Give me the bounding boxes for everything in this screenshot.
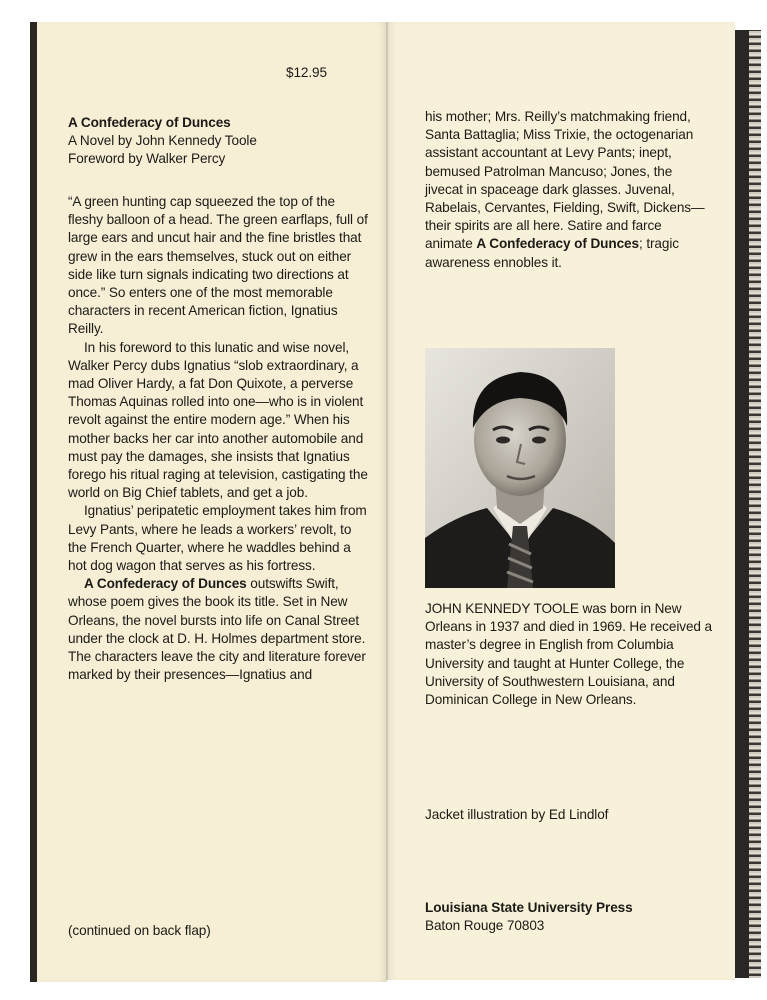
title-block <box>68 114 368 169</box>
author-bio: JOHN KENNEDY TOOLE was born in New Orleans in 1937 and died in 1969. He received a master’s degree in English from Columbia University and taught at Hunter College, the University of Southwestern Louisiana, and Dominican College in New Orleans. <box>425 601 713 708</box>
paragraph-4 <box>68 575 368 684</box>
back-paragraph <box>425 108 705 272</box>
author-portrait-icon <box>425 348 615 588</box>
paragraph-4-title: A Confederacy of Dunces <box>84 576 247 592</box>
foreword-credit: Foreword by Walker Percy <box>68 151 226 167</box>
cover-edge <box>735 30 749 978</box>
jacket-credit: Jacket illustration by Ed Lindlof <box>425 807 609 822</box>
book-subtitle: A Novel by John Kennedy Toole <box>68 133 257 149</box>
fold-line <box>386 22 388 980</box>
publisher-name: Louisiana State University Press <box>425 900 633 915</box>
continued-note: (continued on back flap) <box>68 923 211 938</box>
flap-edge <box>30 22 37 982</box>
author-portrait-photo <box>425 348 615 588</box>
back-paragraph-end: ; tragic awareness ennobles it. <box>425 236 679 270</box>
paragraph-1: “A green hunting cap squeezed the top of the fleshy balloon of a head. The green earflaps, full of large ears and uncut hair and the fine bristles that grew in the ears themselves, stuck out on either side like turn signals indicating two directions at once.” So enters one of the most memorable characters in recent American fiction, Ignatius Reilly. <box>68 194 368 337</box>
book-title: A Confederacy of Dunces <box>68 115 231 130</box>
publisher-address: Baton Rouge 70803 <box>425 918 545 934</box>
paragraph-4-text: outswifts Swift, whose poem gives the book its title. Set in New Orleans, the novel bursts into life on Canal Street under the clock at D. H. Holmes department store. The characters leave the city and literature forever marked by their presences—Ignatius and <box>68 576 366 683</box>
back-flap-body <box>425 108 705 272</box>
cover-pattern-edge <box>749 30 761 978</box>
price: $12.95 <box>286 65 327 80</box>
front-flap-body <box>68 193 368 684</box>
publisher-block <box>425 899 633 935</box>
back-paragraph-title: A Confederacy of Dunces <box>476 236 639 252</box>
paragraph-2: In his foreword to this lunatic and wise novel, Walker Percy dubs Ignatius “slob extraordinary, a mad Oliver Hardy, a fat Don Quixote, a perverse Thomas Aquinas rolled into one—who is in violent revolt against the entire modern age.” When his mother backs her car into another automobile and must pay the damages, she insists that Ignatius forego his ritual raging at television, castigating the world on Big Chief tablets, and get a job. <box>68 339 368 501</box>
paragraph-3: Ignatius’ peripatetic employment takes him from Levy Pants, where he leads a workers’ revolt, to the French Quarter, where he waddles behind a hot dog wagon that serves as his fortress. <box>68 503 367 574</box>
back-paragraph-start: his mother; Mrs. Reilly’s matchmaking friend, Santa Battaglia; Miss Trixie, the octogenarian assistant accountant at Levy Pants; inept, bemused Patrolman Mancuso; Jones, the jivecat in spaceage dark glasses. Juvenal, Rabelais, Cervantes, Fielding, Swift, Dickens—their spirits are all here. Satire and farce animate <box>425 109 705 252</box>
